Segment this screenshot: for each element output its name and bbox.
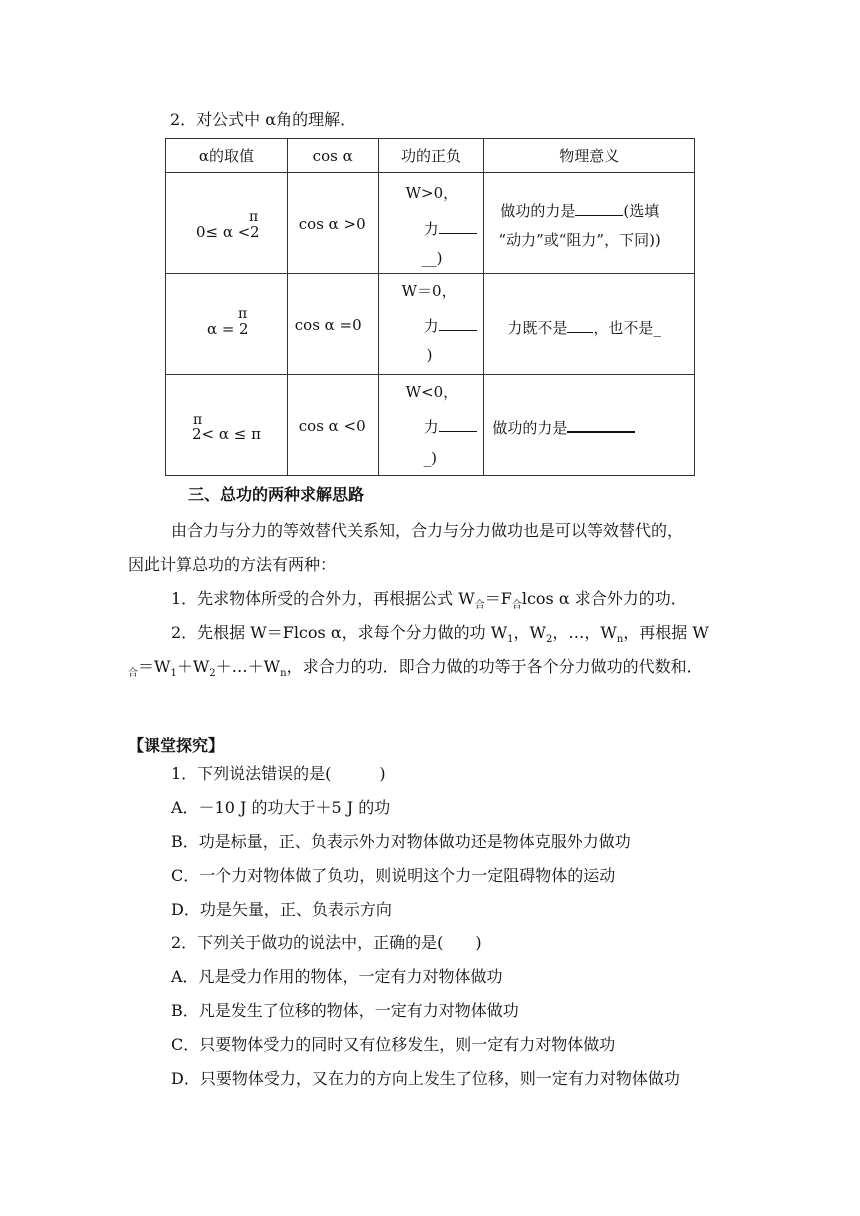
- option-c[interactable]: C．只要物体受力的同时又有位移发生，则一定有力对物体做功: [171, 1035, 616, 1054]
- header-alpha-range: α的取值: [166, 139, 288, 173]
- table-header-row: [166, 139, 695, 173]
- table-row: [166, 375, 695, 476]
- cos-value: cos α =0: [294, 316, 362, 334]
- work-sign: W>0，: [405, 184, 459, 202]
- classroom-heading: 【课堂探究】: [128, 736, 225, 755]
- alpha-range: 0≤ α <: [196, 223, 251, 241]
- force-label: 力: [424, 316, 477, 334]
- alpha-table: [165, 138, 695, 476]
- method-2-continued: $_合=W_1+W_2+\dots+W_n$，求合力的功．即合力做的功等于各个分力做功的代数和．: [128, 657, 703, 680]
- force-label: 力: [424, 219, 477, 237]
- option-b[interactable]: B．功是标量，正、负表示外力对物体做功还是物体克服外力做功: [171, 832, 631, 851]
- meaning-text: 做功的力是: [492, 417, 635, 436]
- blank-field[interactable]: [567, 417, 635, 433]
- method-1: 1．先求物体所受的合外力，再根据公式 $W_合=F_合lcos$ α 求合外力的功．: [171, 589, 687, 612]
- section-title: 三、总功的两种求解思路: [188, 485, 365, 504]
- blank-field[interactable]: [567, 318, 593, 333]
- work-sign: W<0，: [405, 383, 459, 401]
- subheading-alpha: 2．对公式中 α角的理解．: [170, 110, 357, 129]
- option-c[interactable]: C．一个力对物体做了负功，则说明这个力一定阻碍物体的运动: [171, 866, 616, 885]
- blank-close: ): [426, 346, 433, 364]
- cos-value: cos α >0: [298, 215, 366, 233]
- force-label: 力: [424, 417, 477, 435]
- option-a[interactable]: A．凡是受力作用的物体，一定有力对物体做功: [171, 967, 503, 986]
- work-sign: W＝0，: [401, 282, 457, 300]
- table-row: [166, 173, 695, 274]
- blank-field[interactable]: [575, 201, 623, 216]
- blank-close: _): [423, 449, 437, 467]
- blank-field[interactable]: [439, 316, 477, 331]
- header-cos: cos α: [287, 139, 378, 173]
- paragraph-line: 因此计算总功的方法有两种：: [128, 555, 337, 574]
- question-stem: 1．下列说法错误的是( ): [171, 764, 386, 783]
- table-row: [166, 274, 695, 375]
- meaning-hint: “动力”或“阻力”，下同)): [498, 231, 661, 249]
- meaning-text: 力既不是 ，也不是_: [507, 319, 661, 337]
- fraction-denominator: 2: [239, 320, 249, 338]
- paragraph-line: 由合力与分力的等效替代关系知，合力与分力做功也是可以等效替代的，: [171, 521, 684, 540]
- meaning-text: 做功的力是 (选填: [500, 202, 660, 220]
- blank-field[interactable]: [439, 417, 477, 432]
- header-work-sign: 功的正负: [378, 139, 484, 173]
- question-stem: 2．下列关于做功的说法中，正确的是( ): [171, 933, 482, 952]
- alpha-range: 2< α ≤ π: [192, 425, 261, 443]
- method-2: 2．先根据 W＝Flcos α，求每个分力做的功 $W_1$，$W_2$，…，$W_n$，再根据 W: [171, 623, 709, 646]
- option-d[interactable]: D．只要物体受力，又在力的方向上发生了位移，则一定有力对物体做功: [171, 1069, 680, 1088]
- option-b[interactable]: B．凡是发生了位移的物体，一定有力对物体做功: [171, 1001, 519, 1020]
- header-physical-meaning: 物理意义: [484, 139, 695, 173]
- option-a[interactable]: A．－10 J 的功大于＋5 J 的功: [171, 798, 391, 817]
- pi-symbol: π: [193, 412, 203, 428]
- fraction-denominator: 2: [250, 223, 260, 241]
- cos-value: cos α <0: [298, 417, 366, 435]
- blank-close: __): [421, 249, 443, 267]
- pi-symbol: π: [238, 306, 248, 322]
- blank-field[interactable]: [439, 219, 477, 234]
- option-d[interactable]: D．功是矢量，正、负表示方向: [171, 900, 392, 919]
- alpha-range: α =: [207, 320, 235, 338]
- pi-symbol: π: [249, 209, 259, 225]
